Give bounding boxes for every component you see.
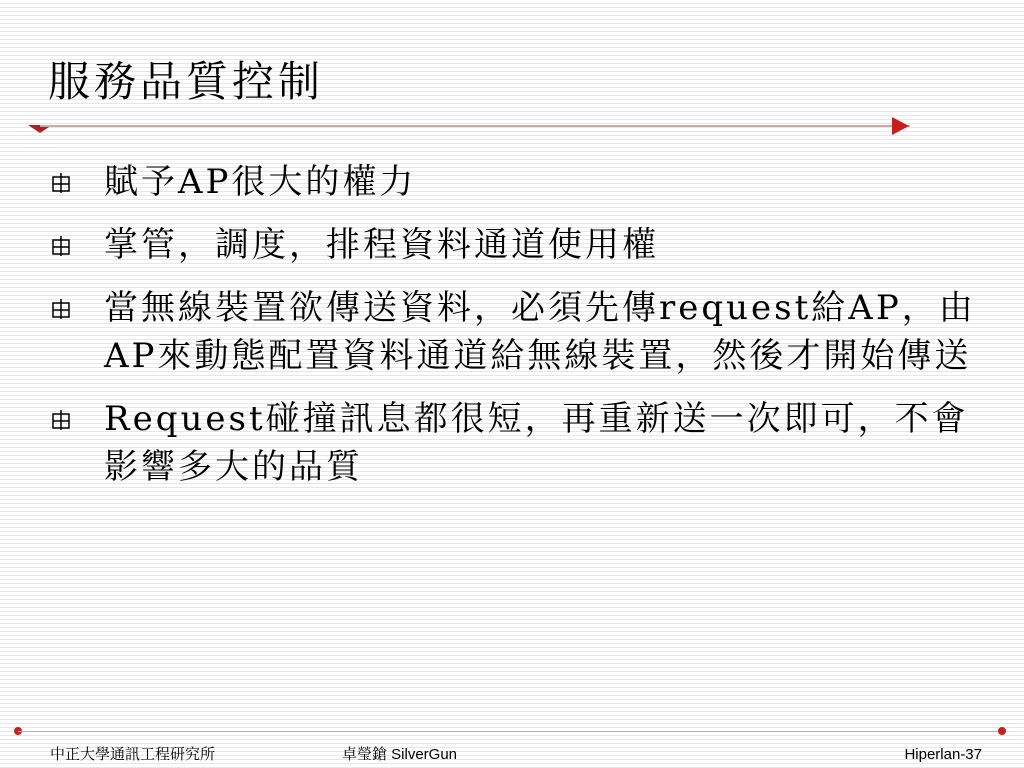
bullet-item	[0, 158, 984, 206]
bullet-text: 賦予AP很大的權力	[104, 162, 417, 202]
bullet-item	[0, 284, 984, 380]
boxed-cross-bullet-icon	[50, 298, 72, 320]
bullet-text: 掌管，調度，排程資料通道使用權	[104, 225, 659, 265]
boxed-cross-bullet-icon	[50, 409, 72, 431]
bullet-item	[0, 221, 984, 269]
footer-page-label: Hiperlan-37	[904, 746, 982, 763]
title-divider	[40, 125, 910, 127]
slide-title: 服務品質控制	[48, 57, 325, 106]
bullet-item	[0, 395, 984, 491]
bullet-list	[0, 158, 1024, 506]
boxed-cross-bullet-icon	[50, 172, 72, 194]
boxed-cross-bullet-icon	[50, 235, 72, 257]
footer-divider	[18, 731, 1002, 732]
bullet-text: 當無線裝置欲傳送資料，必須先傳request給AP，由AP來動態配置資料通道給無線裝置，然後才開始傳送	[104, 288, 976, 376]
footer-author: 卓瑩鎗 SilverGun	[342, 746, 458, 763]
footer-institution: 中正大學通訊工程研究所	[50, 746, 216, 763]
triangle-right-icon	[892, 117, 909, 135]
bullet-text: Request碰撞訊息都很短，再重新送一次即可，不會影響多大的品質	[104, 399, 969, 487]
footer-dot-icon	[998, 727, 1006, 735]
